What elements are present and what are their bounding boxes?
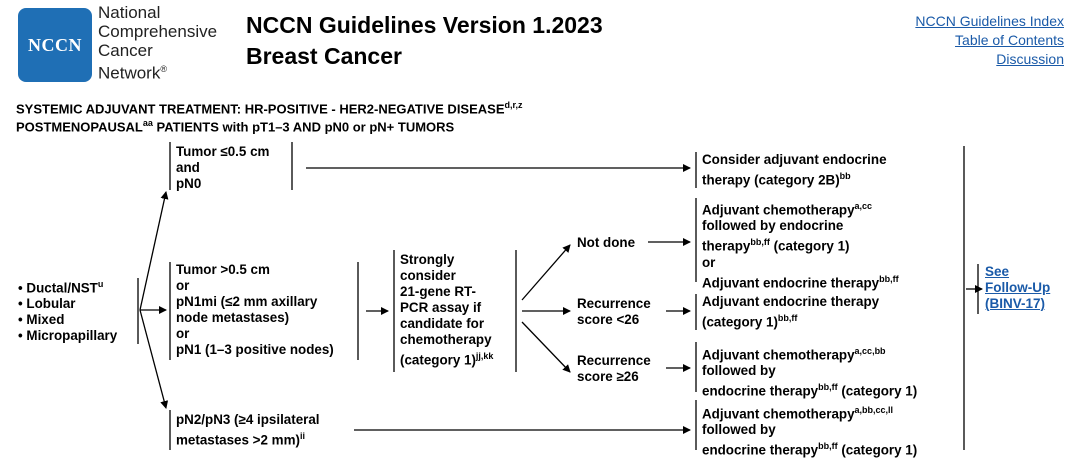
- o4-l3: endocrine therapy: [702, 383, 819, 399]
- arrow-to-tumor-small: [140, 192, 166, 310]
- org-line-2: Comprehensive: [98, 22, 218, 41]
- section-line-1-text: SYSTEMIC ADJUVANT TREATMENT: HR-POSITIVE - HER2-NEGATIVE DISEASE: [16, 101, 505, 117]
- follow-up-line[interactable]: See: [985, 264, 1010, 279]
- gene-assay-line: Strongly: [400, 252, 455, 267]
- outcome-1-line-1: Consider adjuvant endocrine: [702, 152, 887, 167]
- o4-l3-tail: (category 1): [837, 383, 918, 399]
- rs-low-line: Recurrence: [577, 296, 651, 311]
- rs-low-line: score <26: [577, 312, 640, 327]
- org-line-4: Network: [98, 63, 161, 83]
- tumor-large-line: Tumor >0.5 cm: [176, 262, 270, 277]
- gene-assay-line: consider: [400, 268, 456, 283]
- o4-l3-sup: bb,ff: [818, 382, 838, 393]
- outcome-2-line-2: followed by endocrine: [702, 218, 844, 234]
- pn23-sup: ii: [299, 431, 305, 441]
- gene-assay-category: (category 1): [400, 352, 476, 368]
- outcome-3-line-1: Adjuvant endocrine therapy: [702, 294, 880, 309]
- logo-text: NCCN: [28, 34, 82, 55]
- outcome-1-sup: bb: [839, 171, 851, 181]
- o5-l3-tail: (category 1): [837, 442, 918, 458]
- title-line-2: Breast Cancer: [246, 43, 402, 69]
- tumor-small-line: Tumor ≤0.5 cm: [176, 144, 270, 159]
- histology-item: • Ductal/NST$^u$: [18, 279, 104, 296]
- o5-l3: endocrine therapy: [702, 442, 819, 458]
- section-line-2-sup: aa: [142, 118, 153, 129]
- gene-assay-line: 21-gene RT-: [400, 284, 476, 299]
- gene-assay-line: candidate for: [400, 316, 485, 331]
- tumor-small-line: and: [176, 160, 200, 175]
- o2-l3-sup: bb,ff: [750, 237, 770, 248]
- histology-item: • Mixed: [18, 312, 65, 328]
- title-line-1: NCCN Guidelines Version 1.2023: [246, 12, 603, 38]
- o2-l3-tail: (category 1): [769, 238, 850, 254]
- section-line-1-sup: d,r,z: [504, 100, 523, 110]
- outcome-1-line-2-text: therapy (category 2B): [702, 172, 840, 188]
- o2-l1: Adjuvant chemotherapy: [702, 202, 855, 218]
- histology-item: • Lobular: [18, 296, 76, 312]
- section-line-2b: PATIENTS with pT1–3 AND pN0 or pN+ TUMORS: [152, 119, 455, 135]
- arrow-to-not-done: [522, 245, 570, 300]
- o2-l1-sup: a,cc: [854, 201, 873, 211]
- result-not-done: Not done: [577, 235, 636, 250]
- o4-l1: Adjuvant chemotherapy: [702, 347, 855, 363]
- guidelines-index-link[interactable]: NCCN Guidelines Index: [915, 13, 1064, 29]
- o5-l1-sup: a,bb,cc,ll: [854, 405, 894, 415]
- o3-l2: (category 1): [702, 314, 778, 330]
- outcome-4-line-2: followed by: [702, 363, 776, 379]
- tumor-small-line: pN0: [176, 176, 202, 191]
- discussion-link[interactable]: Discussion: [996, 51, 1064, 67]
- o4-l1-sup: a,cc,bb: [854, 346, 886, 356]
- pn23-line-1: pN2/pN3 (≥4 ipsilateral: [176, 412, 320, 427]
- gene-assay-line: chemotherapy: [400, 332, 492, 347]
- rs-high-line: Recurrence: [577, 353, 651, 368]
- o2-l5: Adjuvant endocrine therapy: [702, 275, 880, 291]
- gene-assay-line: PCR assay if: [400, 300, 482, 315]
- tumor-large-line: or: [176, 278, 190, 293]
- follow-up-line[interactable]: (BINV-17): [985, 296, 1046, 311]
- histology-mixed: Mixed: [26, 312, 65, 328]
- table-of-contents-link[interactable]: Table of Contents: [955, 32, 1064, 48]
- o2-l3: therapy: [702, 238, 751, 254]
- o3-l2-sup: bb,ff: [777, 313, 798, 323]
- pn23-line-2: metastases >2 mm): [176, 432, 300, 448]
- org-line-3: Cancer: [98, 41, 153, 60]
- histology-sup: u: [97, 279, 104, 289]
- histology-ductal: Ductal/NST: [26, 280, 98, 296]
- follow-up-line[interactable]: Follow-Up: [985, 280, 1051, 295]
- org-line-1: National: [98, 3, 161, 22]
- tumor-large-line: pN1 (1–3 positive nodes): [176, 342, 334, 357]
- tumor-large-line: node metastases): [176, 310, 290, 325]
- histology-lobular: Lobular: [26, 296, 76, 312]
- tumor-large-line: or: [176, 326, 190, 341]
- histology-item: • Micropapillary: [18, 328, 118, 344]
- outcome-5-line-2: followed by: [702, 422, 776, 438]
- o2-l5-sup: bb,ff: [879, 273, 899, 284]
- rs-high-line: score ≥26: [577, 369, 639, 384]
- tumor-large-line: pN1mi (≤2 mm axillary: [176, 294, 318, 309]
- section-line-2a: POSTMENOPAUSAL: [16, 119, 143, 135]
- arrow-to-pn23: [140, 310, 166, 408]
- arrow-to-rs-high: [522, 322, 570, 372]
- gene-assay-sup: jj,kk: [475, 351, 494, 361]
- registered-mark: ®: [160, 64, 167, 74]
- o5-l3-sup: bb,ff: [818, 441, 838, 452]
- outcome-2-line-4: or: [702, 254, 716, 270]
- o5-l1: Adjuvant chemotherapy: [702, 406, 855, 422]
- histology-micropapillary: Micropapillary: [26, 328, 118, 344]
